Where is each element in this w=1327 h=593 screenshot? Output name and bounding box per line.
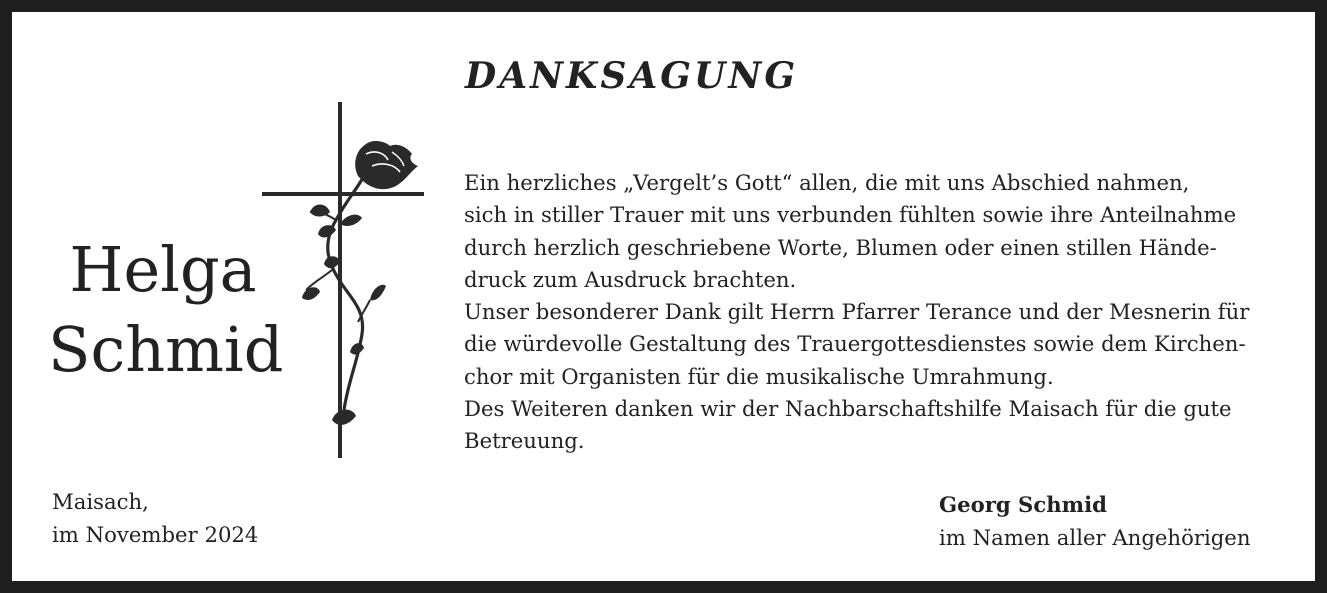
deceased-first-name: Helga: [69, 233, 257, 306]
message-line: Betreuung.: [464, 428, 585, 454]
signature-name: Georg Schmid: [939, 492, 1107, 517]
signature-note: im Namen aller Angehörigen: [939, 525, 1251, 550]
date: im November 2024: [52, 522, 259, 547]
place-and-date: [52, 485, 258, 551]
message-line: Ein herzliches „Vergelt’s Gott“ allen, die mit uns Abschied nahmen,: [464, 170, 1190, 195]
deceased-last-name: Schmid: [48, 313, 284, 386]
place: Maisach,: [52, 489, 149, 514]
message-line: Des Weiteren danken wir der Nachbarschaftshilfe Maisach für die gute: [464, 396, 1232, 422]
deceased-name: [48, 230, 284, 390]
message-line: durch herzlich geschriebene Worte, Blumen oder einen stillen Hände-: [464, 234, 1217, 260]
message-line: druck zum Ausdruck brachten.: [464, 266, 797, 292]
message-line: chor mit Organisten für die musikalische Umrahmung.: [464, 363, 1054, 389]
obituary-card: [12, 12, 1315, 581]
page-title: DANKSAGUNG: [465, 55, 799, 97]
thank-you-message: [464, 167, 1304, 458]
signature: [939, 488, 1250, 554]
message-line: sich in stiller Trauer mit uns verbunden fühlten sowie ihre Anteilnahme: [464, 202, 1237, 228]
cross-with-rose-icon: [262, 102, 424, 458]
message-line: Unser besonderer Dank gilt Herrn Pfarrer Terance und der Mesnerin für: [464, 299, 1250, 325]
message-line: die würdevolle Gestaltung des Trauergottesdienstes sowie dem Kirchen-: [464, 331, 1246, 357]
